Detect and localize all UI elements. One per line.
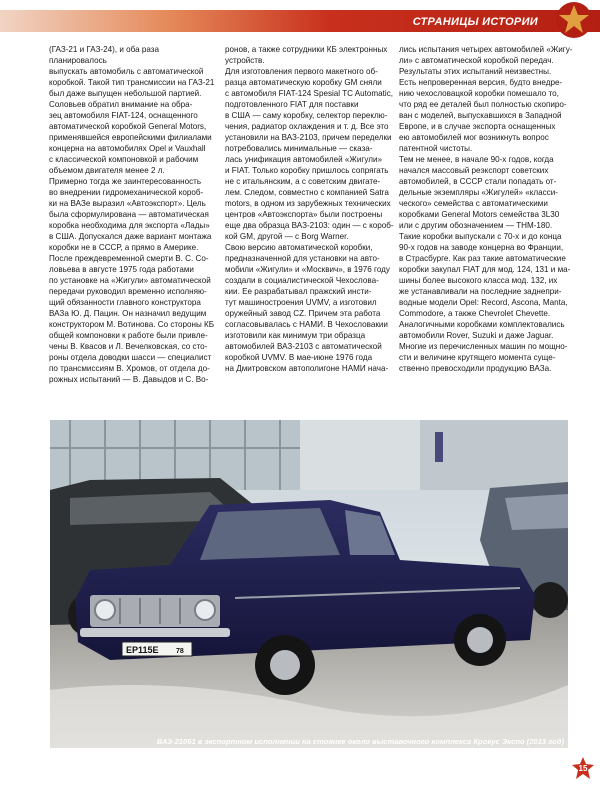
license-plate-number: ЕР115Е [126,645,159,655]
text-column-1: (ГАЗ-21 и ГАЗ-24), и оба раза планировалось выпускать автомобиль с автоматической коробкой. Такой тип трансмиссии на ГАЗ-21 был даже выпущен небольшой партией. Соловьев обратил внимание на обра- зец автомобиля FIAT-124, оснащенного автоматической коробкой General Motors, применявшейся европейскими филиалами концерна на автомобилях Opel и Vauxhall с классической компоновкой и рабочим объемом двигателя менее 2 л. Примерно тогда же заинтересованность во внедрении гидромеханической короб- ки на ВАЗе выразил «Автоэкспорт». Цель была сформулирована — автоматическая коробка необходима для экспорта «Лады» в США. Допускался даже вариант монтажа коробки не в СССР, а прямо в Америке. После преждевременной смерти В. С. Со- ловьева в августе 1975 года работами по установке на «Жигули» автоматической передачи руководил временно исполняю- щий обязанности главного конструктора ВАЗа Ю. Д. Пацин. Он назначил ведущим конструктором М. Вотинова. Со стороны КБ общей компоновки к работе были привле- чены В. Квасов и Л. Вечелковская, со сто- роны отдела доводки шасси — специалист по трансмиссиям В. Хромов, от отдела до- рожных испытаний — В. Давыдов и С. Во- [49,45,215,384]
text-column-3: лись испытания четырех автомобилей «Жигу- ли» с автоматической коробкой передач. Результаты этих испытаний неизвестны. Есть непроверенная версия, будто внедре- нию чехословацкой коробки помешало то, что ряд ее деталей был полностью скопиро- ван с моделей, выпускавшихся в Западной Европе, и в случае экспорта оснащенных ею автомобилей мог возникнуть вопрос патентной чистоты. Тем не менее, в начале 90-х годов, когда начался массовый реэкспорт советских автомобилей, в СССР стали попадать от- дельные экземпляры «Жигулей» «класси- ческого» семейства с автоматическими коробками General Motors семейства 3L30 или с другим обозначением — THM-180. Такие коробки выпускали с 70-х и до конца 90-х годов на заводе концерна во Франции, в Страсбурге. Как раз такие автоматические коробки закупал FIAT для мод. 124, 131 и ма- шины более высокого класса мод. 132, их же устанавливали на последние заднепри- водные модели Opel: Record, Ascona, Manta, Commodore, а также Chevrolet Chevette. Аналогичными коробками комплектовались автомобили Rover, Suzuki и даже Jaguar. Многие из перечисленных машин по мощно- сти и величине крутящего момента суще- ственно превосходили продукцию ВАЗа. [399,45,573,373]
photo-caption: ВАЗ-21061 в экспортном исполнении на стоянке около выставочного комплекса Крокус Экспо (2013 год) [156,737,564,746]
car-photo-illustration [50,420,568,748]
car-photo [50,420,568,748]
star-icon [554,0,594,40]
section-title: СТРАНИЦЫ ИСТОРИИ [412,16,538,28]
license-plate-region: 78 [176,648,184,655]
page-number: 15 [578,764,588,773]
text-column-2: ронов, а также сотрудники КБ электронных устройств. Для изготовления первого макетного об- разца автоматическую коробку GM сняли с автомобиля FIAT-124 Spesial TC Automatic, подготовленного FIAT для поставки в США — саму коробку, селектор переклю- чения, радиатор охлаждения и т. д. Все это установили на ВАЗ-2103, причем переделки потребовались минимальные — сказа- лась унификация автомобилей «Жигули» и FIAT. Только коробку пришлось сопрягать не с итальянским, а с советским двигате- лем. Следом, совместно с компанией Satra motors, в одном из зарубежных технических центров «Автоэкспорта» были построены еще два образца ВАЗ-2103: один — с короб- кой GM, другой — с Borg Warner. Свою версию автоматической коробки, предназначенной для установки на авто- мобили «Жигули» и «Москвич», в 1976 году создали в социалистической Чехослова- кии. Ее разрабатывал пражский инсти- тут машиностроения UVMV, а изготовил оружейный завод CZ. Причем эта работа согласовывалась с НАМИ. В Чехословакии изготовили как минимум три образца автомобилей ВАЗ-2103 с автоматической коробкой UVMV. В мае-июне 1976 года на Дмитровском автополигоне НАМИ нача- [225,45,394,373]
